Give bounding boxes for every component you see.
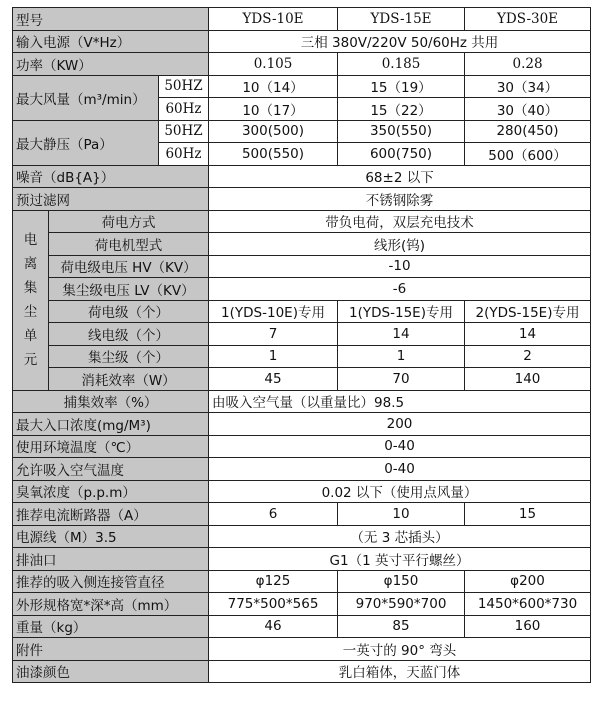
cell-value: 线形(钨) xyxy=(209,233,591,256)
cell-value: 85 xyxy=(338,615,465,638)
cell-value: 1 xyxy=(338,345,465,368)
group-label-char: 单 xyxy=(23,328,38,344)
cell-value: 500(550) xyxy=(209,143,338,166)
row-label: 臭氧浓度（p.p.m） xyxy=(13,480,209,503)
table-row xyxy=(13,255,591,278)
group-label-char: 电 xyxy=(23,232,38,248)
cell-value: 0.28 xyxy=(465,53,591,76)
cell-value: 1(YDS-10E)专用 xyxy=(209,300,338,323)
table-row xyxy=(13,638,591,661)
table-row xyxy=(13,75,591,98)
row-label: 附件 xyxy=(13,638,209,661)
table-row xyxy=(13,480,591,503)
row-label: 输入电源（V*Hz） xyxy=(13,30,209,53)
cell-value: 68±2 以下 xyxy=(209,165,591,188)
row-label: 电源线（M）3.5 xyxy=(13,525,209,548)
model-name: YDS-15E xyxy=(338,8,465,31)
cell-value: 不锈钢除雾 xyxy=(209,188,591,211)
cell-value: 7 xyxy=(209,323,338,346)
cell-value: φ125 xyxy=(209,570,338,593)
cell-value: 14 xyxy=(338,323,465,346)
row-label: 推荐的吸入侧连接管直径 xyxy=(13,570,209,593)
row-label: 最大静压（Pa） xyxy=(13,120,159,165)
model-header-label: 型号 xyxy=(13,8,209,31)
row-label: 最大风量（m³/min） xyxy=(13,75,159,120)
cell-value: 1(YDS-15E)专用 xyxy=(338,300,465,323)
table-row xyxy=(13,525,591,548)
row-label: 外形规格宽*深*高（mm） xyxy=(13,593,209,616)
table-row xyxy=(13,165,591,188)
row-label: 使用环境温度（℃） xyxy=(13,435,209,458)
table-row xyxy=(13,570,591,593)
cell-value: 0-40 xyxy=(209,435,591,458)
cell-value: 10 xyxy=(338,503,465,526)
table-row xyxy=(13,345,591,368)
cell-value: 1450*600*730 xyxy=(465,593,591,616)
cell-value: 46 xyxy=(209,615,338,638)
table-row xyxy=(13,300,591,323)
cell-value: 500（600） xyxy=(465,143,591,166)
table-row xyxy=(13,458,591,481)
table-row xyxy=(13,210,591,233)
row-label: 油漆颜色 xyxy=(13,660,209,683)
group-label-char: 尘 xyxy=(23,304,38,320)
freq-label: 60Hz xyxy=(159,98,209,121)
cell-value: -10 xyxy=(209,255,591,278)
table-row xyxy=(13,30,591,53)
row-label: 预过滤网 xyxy=(13,188,209,211)
row-label: 功率（KW） xyxy=(13,53,209,76)
table-row xyxy=(13,615,591,638)
row-label: 推荐电流断路器（A） xyxy=(13,503,209,526)
cell-value: 15（22） xyxy=(338,98,465,121)
cell-value: 45 xyxy=(209,368,338,391)
row-label: 排油口 xyxy=(13,548,209,571)
freq-label: 60Hz xyxy=(159,143,209,166)
table-row xyxy=(13,323,591,346)
table-row xyxy=(13,390,591,413)
cell-value: G1（1 英寸平行螺丝） xyxy=(209,548,591,571)
cell-value: 6 xyxy=(209,503,338,526)
cell-value: 300(500) xyxy=(209,120,338,143)
table-row xyxy=(13,278,591,301)
cell-value: 600(750) xyxy=(338,143,465,166)
cell-value: 280(450) xyxy=(465,120,591,143)
row-label: 荷电级（个） xyxy=(49,300,209,323)
cell-value: 由吸入空气量（以重量比）98.5 xyxy=(209,390,591,413)
row-label: 集尘级（个） xyxy=(49,345,209,368)
table-row xyxy=(13,593,591,616)
table-row xyxy=(13,120,591,143)
table-row xyxy=(13,188,591,211)
spec-table xyxy=(12,7,591,683)
cell-value: 30（34） xyxy=(465,75,591,98)
table-row xyxy=(13,53,591,76)
row-label: 重量（kg） xyxy=(13,615,209,638)
cell-value: -6 xyxy=(209,278,591,301)
row-label: 噪音（dB{A}） xyxy=(13,165,209,188)
cell-value: φ200 xyxy=(465,570,591,593)
row-label: 最大入口浓度(mg/M³) xyxy=(13,413,209,436)
cell-value: 970*590*700 xyxy=(338,593,465,616)
cell-value: 15（19） xyxy=(338,75,465,98)
row-label: 允许吸入空气温度 xyxy=(13,458,209,481)
cell-value: 0.185 xyxy=(338,53,465,76)
row-label: 线电级（个） xyxy=(49,323,209,346)
cell-value: 0-40 xyxy=(209,458,591,481)
cell-value: 1 xyxy=(209,345,338,368)
table-row xyxy=(13,435,591,458)
cell-value: 10（14） xyxy=(209,75,338,98)
group-label-char: 元 xyxy=(23,352,38,368)
freq-label: 50HZ xyxy=(159,120,209,143)
cell-value: 350(550) xyxy=(338,120,465,143)
cell-value: 0.02 以下（使用点风量） xyxy=(209,480,591,503)
table-row xyxy=(13,660,591,683)
cell-value: 14 xyxy=(465,323,591,346)
freq-label: 50HZ xyxy=(159,75,209,98)
cell-value: 15 xyxy=(465,503,591,526)
row-label: 集尘级电压 LV（KV） xyxy=(49,278,209,301)
cell-value: 160 xyxy=(465,615,591,638)
model-name: YDS-30E xyxy=(465,8,591,31)
cell-value: φ150 xyxy=(338,570,465,593)
table-row xyxy=(13,548,591,571)
cell-value: 0.105 xyxy=(209,53,338,76)
cell-value: 三相 380V/220V 50/60Hz 共用 xyxy=(209,30,591,53)
table-row xyxy=(13,503,591,526)
row-label: 消耗效率（W） xyxy=(49,368,209,391)
cell-value: 2 xyxy=(465,345,591,368)
table-row xyxy=(13,8,591,31)
row-label: 荷电级电压 HV（KV） xyxy=(49,255,209,278)
cell-value: 2(YDS-15E)专用 xyxy=(465,300,591,323)
group-label-char: 离 xyxy=(23,256,38,272)
cell-value: 70 xyxy=(338,368,465,391)
table-row xyxy=(13,368,591,391)
cell-value: 乳白箱体，天蓝门体 xyxy=(209,660,591,683)
table-row xyxy=(13,413,591,436)
cell-value: 30（40） xyxy=(465,98,591,121)
cell-value: 775*500*565 xyxy=(209,593,338,616)
cell-value: 带负电荷，双层充电技术 xyxy=(209,210,591,233)
cell-value: （无 3 芯插头） xyxy=(209,525,591,548)
esp-group-label xyxy=(13,210,49,390)
row-label: 捕集效率（%） xyxy=(13,390,209,413)
cell-value: 200 xyxy=(209,413,591,436)
table-row xyxy=(13,233,591,256)
cell-value: 10（17） xyxy=(209,98,338,121)
cell-value: 140 xyxy=(465,368,591,391)
cell-value: 一英寸的 90° 弯头 xyxy=(209,638,591,661)
group-label-char: 集 xyxy=(23,280,38,296)
row-label: 荷电方式 xyxy=(49,210,209,233)
row-label: 荷电机型式 xyxy=(49,233,209,256)
model-name: YDS-10E xyxy=(209,8,338,31)
